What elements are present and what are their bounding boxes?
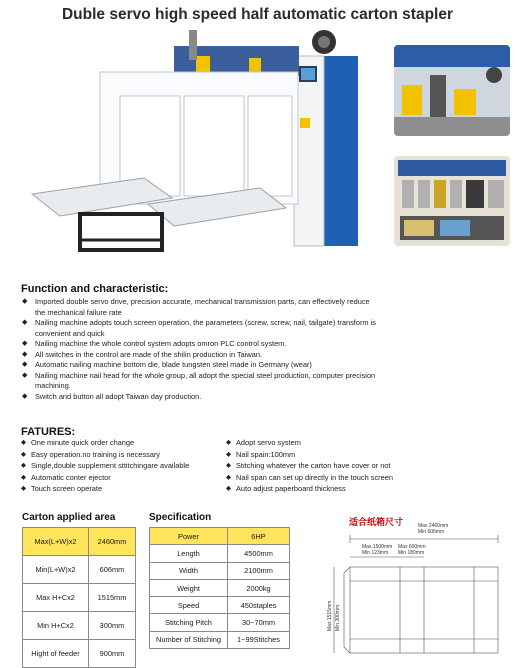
table-cell: Max(L+W)x2	[23, 528, 89, 556]
max-h-label: Max 1515mm	[327, 600, 333, 631]
features-left-list	[21, 437, 226, 495]
table-row	[150, 528, 290, 545]
table-cell: Width	[150, 562, 228, 579]
table-cell: Max H+Cx2	[23, 584, 89, 612]
diagram-title: 适合纸箱尺寸	[349, 517, 404, 527]
function-item: ◆ All switches in the control are made of the shilin production in Taiwan.	[21, 350, 377, 361]
table-row	[23, 584, 136, 612]
min-lw-label: Min 606mm	[418, 529, 445, 535]
carton-area-caption: Carton applied area	[22, 512, 116, 523]
table-cell: Weight	[150, 579, 228, 596]
function-item: ◆ Nailing machine nail head for the whole group, all adopt the special steel production, computer precision machining.	[21, 371, 377, 392]
features-heading: FATURES:	[21, 426, 76, 438]
table-cell: 606mm	[89, 556, 136, 584]
table-cell: 30~70mm	[228, 614, 290, 631]
feature-item: ◆ Nail span can set up directly in the touch screen	[226, 472, 436, 484]
table-cell: Min(L+W)x2	[23, 556, 89, 584]
table-cell: Length	[150, 545, 228, 562]
min-h-label: Min 300mm	[335, 604, 341, 631]
table-cell: Power	[150, 528, 228, 545]
table-cell: Number of Stitching	[150, 631, 228, 648]
feature-item: ◆ Stitching whatever the carton have cover or not	[226, 460, 436, 472]
carton-size-diagram	[322, 511, 512, 659]
table-row	[23, 640, 136, 668]
table-cell: 2460mm	[89, 528, 136, 556]
function-heading: Function and characteristic:	[21, 283, 169, 295]
table-row	[150, 545, 290, 562]
max-lw-label: Max 2460mm	[418, 523, 449, 529]
feature-item: ◆ One minute quick order change	[21, 437, 226, 449]
function-item: ◆ Automatic nailing machine bottom die, blade tungsten steel made in Germany (wear)	[21, 360, 377, 371]
feature-item: ◆ Touch screen operate	[21, 483, 226, 495]
table-cell: 6HP	[228, 528, 290, 545]
carton-area-table	[22, 527, 136, 668]
function-item: ◆ Nailing machine the whole control system adopts omron PLC control system.	[21, 339, 377, 350]
specification-table	[149, 527, 290, 649]
table-row	[150, 562, 290, 579]
min-w-label: Min 180mm	[398, 550, 425, 556]
min-l-label: Min 123mm	[362, 550, 389, 556]
table-cell: Hight of feeder	[23, 640, 89, 668]
table-cell: 300mm	[89, 612, 136, 640]
function-item: ◆ Nailing machine adopts touch screen operation, the parameters (screw, screw, nail, tailgate) transform is convenient and quick	[21, 318, 377, 339]
max-l-label: Max 1500mm	[362, 544, 393, 550]
table-row	[150, 597, 290, 614]
feature-item: ◆ Automatic conter ejector	[21, 472, 226, 484]
table-row	[23, 612, 136, 640]
function-list	[21, 297, 377, 402]
table-row	[150, 614, 290, 631]
table-cell: 1~99Stitches	[228, 631, 290, 648]
specification-caption: Specification	[149, 512, 212, 523]
table-row	[23, 556, 136, 584]
page-title: Duble servo high speed half automatic carton stapler	[61, 6, 454, 23]
feature-item: ◆ Single,double supplement sttitchingare available	[21, 460, 226, 472]
table-cell: 4500mm	[228, 545, 290, 562]
stitching-head-photo	[394, 45, 510, 136]
table-cell: 2100mm	[228, 562, 290, 579]
table-cell: Speed	[150, 597, 228, 614]
max-w-label: Max 600mm	[398, 544, 426, 550]
table-row	[23, 528, 136, 556]
features-right-list	[226, 437, 436, 495]
function-item: ◆ Imported double servo drive, precision accurate, mechanical transmission parts, can effectively reduce the mechanical failure rate	[21, 297, 377, 318]
table-row	[150, 579, 290, 596]
table-cell: 1515mm	[89, 584, 136, 612]
machine-illustration	[24, 28, 369, 258]
table-cell: 2000kg	[228, 579, 290, 596]
table-row	[150, 631, 290, 648]
table-cell: 450staples	[228, 597, 290, 614]
feature-item: ◆ Auto adjust paperboard thickness	[226, 483, 436, 495]
feature-item: ◆ Adopt servo system	[226, 437, 436, 449]
table-cell: 900mm	[89, 640, 136, 668]
control-cabinet-photo	[394, 156, 510, 246]
feature-item: ◆ Nail spain:100mm	[226, 449, 436, 461]
function-item: ◆ Switch and button all adopt Taiwan day production.	[21, 392, 377, 403]
feature-item: ◆ Easy operation.no training is necessary	[21, 449, 226, 461]
table-cell: Min H+Cx2	[23, 612, 89, 640]
table-cell: Stitching Pitch	[150, 614, 228, 631]
